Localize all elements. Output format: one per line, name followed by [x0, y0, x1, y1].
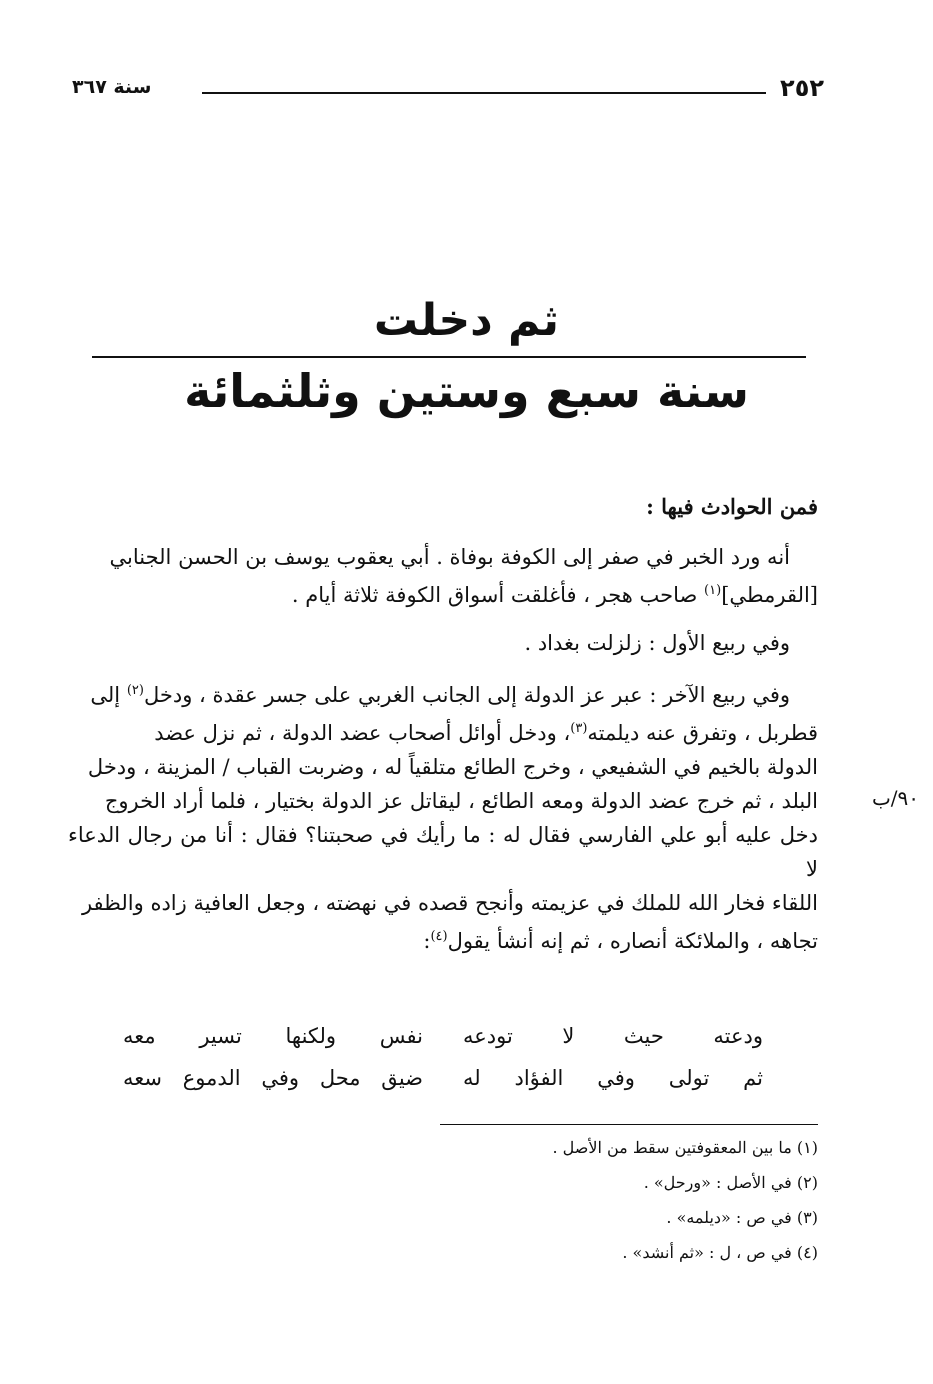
manuscript-folio-note: ٩٠/ب	[871, 786, 919, 810]
footnote: (١) ما بين المعقوفتين سقط من الأصل .	[552, 1138, 818, 1157]
paragraph-text: إلى	[90, 683, 127, 707]
hemistich-first: ودعته حيث لا تودعه	[463, 1024, 763, 1048]
hemistich-second: نفس ولكنها تسير معه	[123, 1024, 423, 1048]
body-text	[68, 490, 818, 972]
paragraph-text: وفي ربيع الآخر : عبر عز الدولة إلى الجانب الغربي على جسر عقدة ، ودخل	[143, 683, 790, 707]
paragraph-text: قطربل ، وتفرق عنه ديلمته	[587, 721, 818, 745]
header-rule	[202, 92, 766, 94]
paragraph-2: وفي ربيع الأول : زلزلت بغداد .	[524, 631, 790, 655]
footnote: (٢) في الأصل : «ورحل» .	[643, 1173, 818, 1192]
paragraph-line	[68, 920, 818, 958]
paragraph-line: البلد ، ثم خرج عضد الدولة ومعه الطائع ، ليقاتل عز الدولة بختيار ، فلما أراد الخروج	[104, 789, 818, 813]
footnote-ref: (٢)	[126, 683, 144, 698]
page-number: ٢٥٢	[780, 74, 824, 102]
paragraph-line	[68, 674, 818, 712]
footnote-ref: (٣)	[570, 721, 588, 736]
chapter-title-line2: سنة سبع وستين وثلثمائة	[184, 364, 749, 418]
paragraph-line	[68, 574, 818, 612]
paragraph-line: أنه ورد الخبر في صفر إلى الكوفة بوفاة . أبي يعقوب يوسف بن الحسن الجنابي	[109, 545, 790, 569]
paragraph-text: تجاهه ، والملائكة أنصاره ، ثم إنه أنشأ يقول	[447, 929, 818, 953]
footnote: (٣) في ص : «ديلمه» .	[666, 1208, 818, 1227]
title-divider	[92, 356, 806, 358]
bracketed-text: [القرمطي]	[721, 583, 818, 607]
paragraph-text: صاحب هجر ، فأغلقت أسواق الكوفة ثلاثة أيام .	[291, 583, 705, 607]
footnote-ref: (٤)	[430, 929, 448, 944]
running-title: سنة ٣٦٧	[72, 76, 152, 98]
footnote-ref: (١)	[704, 583, 722, 598]
paragraph-line	[68, 712, 818, 750]
verse-line	[123, 1024, 763, 1066]
chapter-title-line1: ثم دخلت	[373, 295, 560, 346]
hemistich-second: ضيق محل وفي الدموع سعه	[123, 1066, 423, 1090]
hemistich-first: ثم تولى وفي الفؤاد له	[463, 1066, 763, 1090]
paragraph-1	[68, 540, 818, 612]
running-header	[72, 72, 824, 106]
paragraph-line: الدولة بالخيم في الشفيعي ، وخرج الطائع متلقياً له ، وضربت القباب / المزينة ، ودخل	[87, 755, 818, 779]
paragraph-text: :	[423, 929, 431, 953]
verse-line	[123, 1066, 763, 1108]
paragraph-text: ، ودخل أوائل أصحاب عضد الدولة ، ثم نزل عضد	[154, 721, 571, 745]
footnotes	[68, 1130, 818, 1270]
footnote-divider	[440, 1124, 818, 1125]
poem-verse	[123, 1024, 763, 1108]
section-subheading: فمن الحوادث فيها :	[646, 494, 818, 519]
footnote: (٤) في ص ، ل : «ثم أنشد» .	[622, 1243, 818, 1262]
paragraph-line: دخل عليه أبو علي الفارسي فقال له : ما رأيك في صحبتنا؟ فقال : أنا من رجال الدعاء لا	[68, 823, 818, 881]
paragraph-line: اللقاء فخار الله للملك في عزيمته وأنجح قصده في نهضته ، وجعل العافية زاده والظفر	[81, 891, 818, 915]
paragraph-3	[68, 674, 818, 958]
